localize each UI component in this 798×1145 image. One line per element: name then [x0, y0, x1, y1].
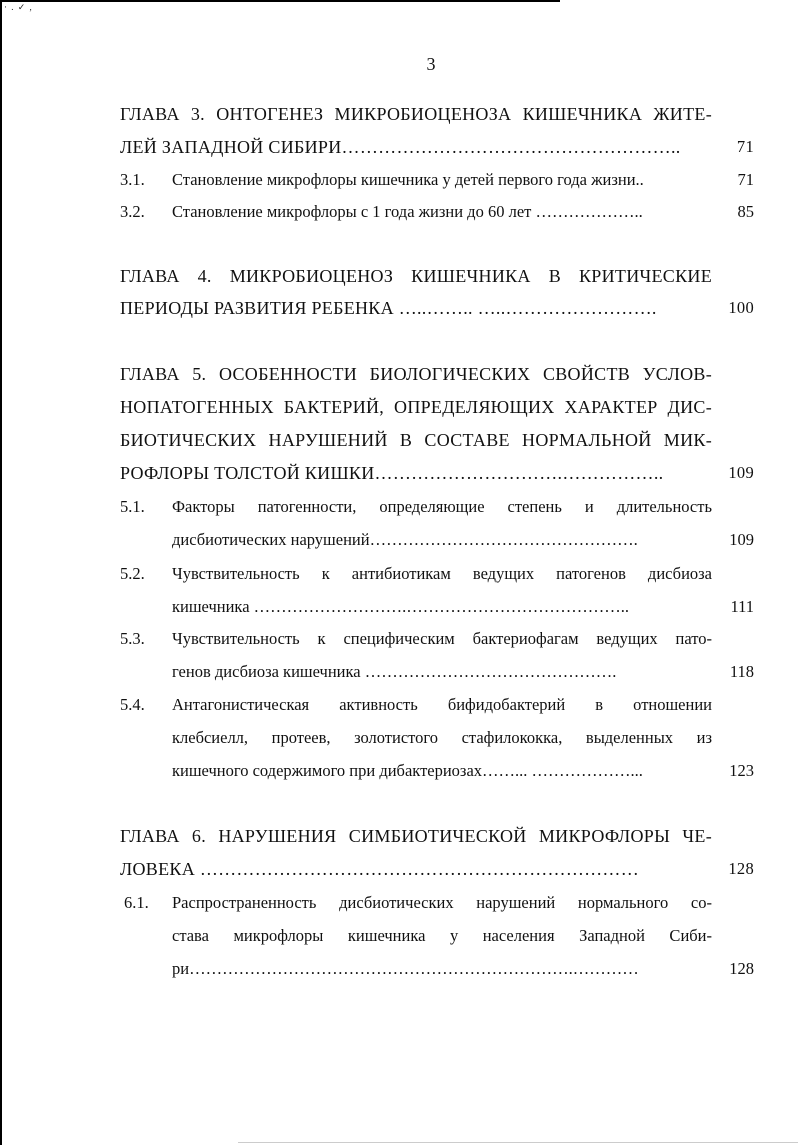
chapter-6-title-line-2: ЛОВЕКА ……………………………………………………………… — [120, 859, 640, 879]
chapter-4-title-line-1: ГЛАВА 4. МИКРОБИОЦЕНОЗ КИШЕЧНИКА В КРИТИЧЕСКИЕ — [120, 266, 712, 286]
section-5-4-page: 123 — [729, 761, 754, 780]
scan-border-top — [0, 0, 560, 2]
scan-border-bottom — [238, 1142, 798, 1143]
section-3-2-title: Становление микрофлоры с 1 года жизни до 60 лет ……………….. — [172, 202, 643, 221]
section-5-3-number: 5.3. — [120, 629, 145, 648]
chapter-5-title-line-1: ГЛАВА 5. ОСОБЕННОСТИ БИОЛОГИЧЕСКИХ СВОЙСТВ УСЛОВ- — [120, 364, 712, 384]
section-6-1-page: 128 — [729, 959, 754, 978]
section-6-1-title-line-2: става микрофлоры кишечника у населения Западной Сиби- — [172, 926, 712, 945]
chapter-3-page: 71 — [736, 137, 754, 156]
section-5-2-page: 111 — [730, 597, 754, 616]
section-5-3-title-line-2: генов дисбиоза кишечника ………………………………………. — [172, 662, 617, 681]
section-6-1-number: 6.1. — [124, 893, 149, 912]
section-5-4-title-line-2: клебсиелл, протеев, золотистого стафилококка, выделенных из — [172, 728, 712, 747]
section-3-1-number: 3.1. — [120, 170, 145, 189]
chapter-6-title-line-1: ГЛАВА 6. НАРУШЕНИЯ СИМБИОТИЧЕСКОЙ МИКРОФЛОРЫ ЧЕ- — [120, 826, 712, 846]
section-6-1-title-line-3: ри…………………………………………………………….………… — [172, 959, 639, 978]
section-5-1-number: 5.1. — [120, 497, 145, 516]
section-3-2-number: 3.2. — [120, 202, 145, 221]
chapter-5-title-line-2: НОПАТОГЕННЫХ БАКТЕРИЙ, ОПРЕДЕЛЯЮЩИХ ХАРАКТЕР ДИС- — [120, 397, 712, 417]
section-5-3-page: 118 — [729, 662, 754, 681]
section-3-2-page: 85 — [737, 202, 754, 221]
chapter-3-title-line-1: ГЛАВА 3. ОНТОГЕНЕЗ МИКРОБИОЦЕНОЗА КИШЕЧНИКА ЖИТЕ- — [120, 104, 712, 124]
section-5-1-page: 109 — [729, 530, 754, 549]
page-number: 3 — [426, 54, 436, 74]
scan-border-left — [0, 0, 2, 1145]
section-5-4-title-line-1: Антагонистическая активность бифидобактерий в отношении — [172, 695, 712, 714]
chapter-5-title-line-4: РОФЛОРЫ ТОЛСТОЙ КИШКИ………………………….…………….. — [120, 463, 664, 483]
chapter-4-title-line-2: ПЕРИОДЫ РАЗВИТИЯ РЕБЕНКА …..…….. …..……………………. — [120, 298, 657, 318]
section-5-2-number: 5.2. — [120, 564, 145, 583]
chapter-6-page: 128 — [728, 859, 754, 878]
section-5-1-title-line-2: дисбиотических нарушений…………………………………………. — [172, 530, 638, 549]
section-5-1-title-line-1: Факторы патогенности, определяющие степень и длительность — [172, 497, 712, 516]
section-5-2-title-line-2: кишечника ……………………….………………………………….. — [172, 597, 630, 616]
section-5-4-title-line-3: кишечного содержимого при дибактериозах……... ………………... — [172, 761, 643, 780]
section-3-1-page: 71 — [737, 170, 754, 189]
chapter-3-title-line-2: ЛЕЙ ЗАПАДНОЙ СИБИРИ……………………………………………….. — [120, 137, 681, 157]
chapter-4-page: 100 — [728, 298, 754, 317]
section-6-1-title-line-1: Распространенность дисбиотических нарушений нормального со- — [172, 893, 712, 912]
chapter-5-page: 109 — [728, 463, 754, 482]
scan-marks: · . ✓ , — [4, 2, 33, 12]
chapter-5-title-line-3: БИОТИЧЕСКИХ НАРУШЕНИЙ В СОСТАВЕ НОРМАЛЬНОЙ МИК- — [120, 430, 712, 450]
section-3-1-title: Становление микрофлоры кишечника у детей первого года жизни.. — [172, 170, 644, 189]
section-5-3-title-line-1: Чувствительность к специфическим бактериофагам ведущих пато- — [172, 629, 712, 648]
section-5-2-title-line-1: Чувствительность к антибиотикам ведущих патогенов дисбиоза — [172, 564, 712, 583]
section-5-4-number: 5.4. — [120, 695, 145, 714]
